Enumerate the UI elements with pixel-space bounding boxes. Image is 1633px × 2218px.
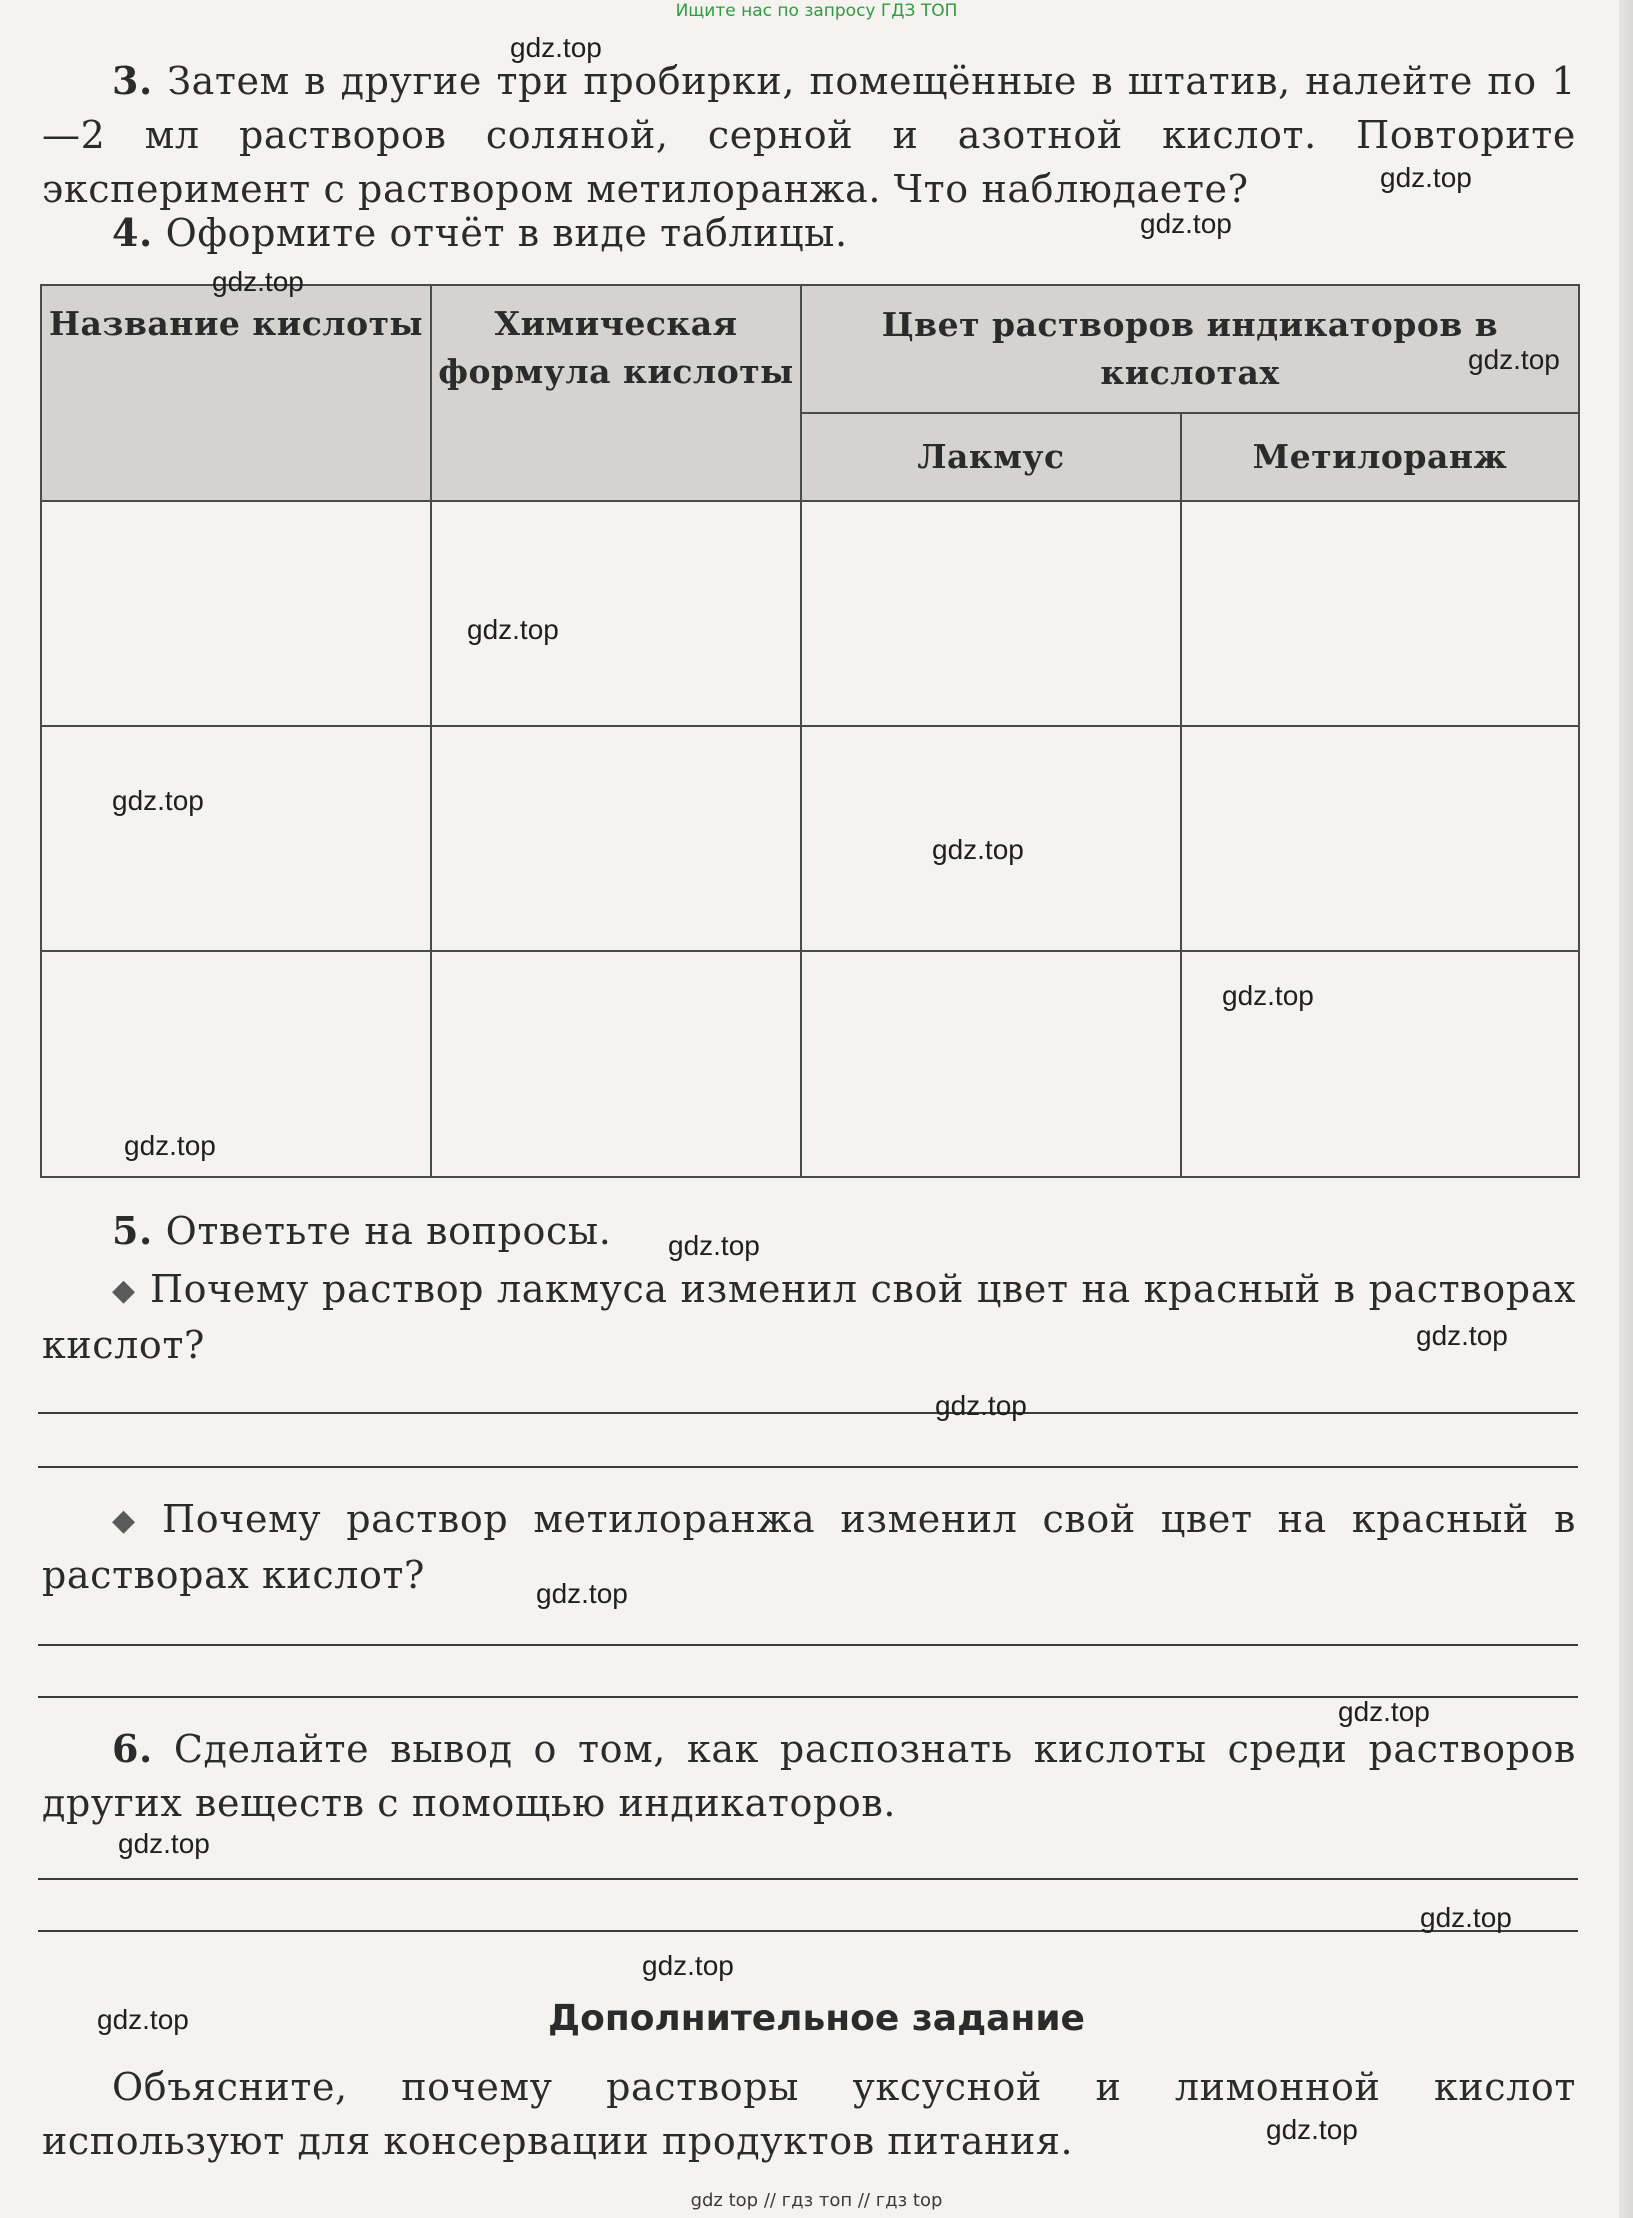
header-methyl-orange: Метилоранж <box>1181 413 1579 501</box>
diamond-bullet-icon: ◆ <box>112 1503 149 1538</box>
cell-r2-formula[interactable] <box>431 726 801 951</box>
step-6-paragraph <box>42 1722 1576 1830</box>
watermark: gdz.top <box>467 614 559 645</box>
watermark: gdz.top <box>510 32 602 63</box>
question-1-text: Почему раствор лакмуса изменил свой цвет на красный в растворах кислот? <box>42 1267 1576 1367</box>
page-edge <box>1619 0 1633 2218</box>
watermark: gdz.top <box>1266 2114 1358 2145</box>
footer-watermark: gdz top // гдз топ // гдз top <box>690 2190 943 2211</box>
cell-r3-name[interactable] <box>41 951 431 1177</box>
watermark: gdz.top <box>1338 1696 1430 1727</box>
watermark: gdz.top <box>536 1578 628 1609</box>
cell-r1-name[interactable] <box>41 501 431 726</box>
watermark: gdz.top <box>212 266 304 297</box>
step-3-text: Затем в другие три пробирки, помещённые в штатив, налейте по 1—2 мл растворов соляной, серной и азотной кислот. Повторите эксперимент с раствором метилоранжа. Что наблюдаете? <box>42 59 1576 211</box>
question-2 <box>42 1492 1576 1602</box>
cell-r2-name[interactable] <box>41 726 431 951</box>
header-indicator-color: Цвет растворов индикаторов в кислотах <box>801 285 1579 413</box>
step-4-text: Оформите отчёт в виде таблицы. <box>165 211 848 255</box>
watermark: gdz.top <box>1380 162 1472 193</box>
answer-line-3[interactable] <box>38 1644 1578 1646</box>
answer-line-5[interactable] <box>38 1878 1578 1880</box>
answer-line-2[interactable] <box>38 1466 1578 1468</box>
header-litmus: Лакмус <box>801 413 1181 501</box>
cell-r1-litmus[interactable] <box>801 501 1181 726</box>
extra-task-heading: Дополнительное задание <box>548 1998 1085 2039</box>
question-2-text: Почему раствор метилоранжа изменил свой цвет на красный в растворах кислот? <box>42 1497 1576 1597</box>
top-banner-link[interactable]: Ищите нас по запросу ГДЗ ТОП <box>675 1 958 21</box>
cell-r3-formula[interactable] <box>431 951 801 1177</box>
question-1 <box>42 1262 1576 1372</box>
step-3-paragraph <box>42 54 1576 216</box>
watermark: gdz.top <box>118 1828 210 1859</box>
step-5-paragraph <box>42 1204 1576 1258</box>
step-4-number: 4. <box>112 210 153 255</box>
watermark: gdz.top <box>668 1230 760 1261</box>
cell-r1-methyl-orange[interactable] <box>1181 501 1579 726</box>
answer-line-6[interactable] <box>38 1930 1578 1932</box>
watermark: gdz.top <box>1420 1902 1512 1933</box>
watermark: gdz.top <box>1140 208 1232 239</box>
watermark: gdz.top <box>1222 980 1314 1011</box>
watermark: gdz.top <box>935 1390 1027 1421</box>
watermark: gdz.top <box>1416 1320 1508 1351</box>
watermark: gdz.top <box>97 2004 189 2035</box>
watermark: gdz.top <box>642 1950 734 1981</box>
step-6-number: 6. <box>112 1726 153 1771</box>
header-chemical-formula: Химическая формула кислоты <box>431 285 801 501</box>
step-4-paragraph <box>42 206 1576 260</box>
watermark: gdz.top <box>124 1130 216 1161</box>
cell-r3-litmus[interactable] <box>801 951 1181 1177</box>
header-acid-name: Название кислоты <box>41 285 431 501</box>
extra-task-text: Объясните, почему растворы уксусной и лимонной кислот используют для консервации продуктов питания. <box>42 2065 1576 2163</box>
step-5-number: 5. <box>112 1208 153 1253</box>
watermark: gdz.top <box>1468 344 1560 375</box>
watermark: gdz.top <box>932 834 1024 865</box>
answer-line-1[interactable] <box>38 1412 1578 1414</box>
diamond-bullet-icon: ◆ <box>112 1273 136 1308</box>
cell-r2-methyl-orange[interactable] <box>1181 726 1579 951</box>
report-table <box>40 284 1580 1178</box>
step-5-text: Ответьте на вопросы. <box>165 1209 612 1253</box>
watermark: gdz.top <box>112 785 204 816</box>
step-3-number: 3. <box>112 58 153 103</box>
step-6-text: Сделайте вывод о том, как распознать кислоты среди растворов других веществ с помощью индикаторов. <box>42 1727 1576 1825</box>
